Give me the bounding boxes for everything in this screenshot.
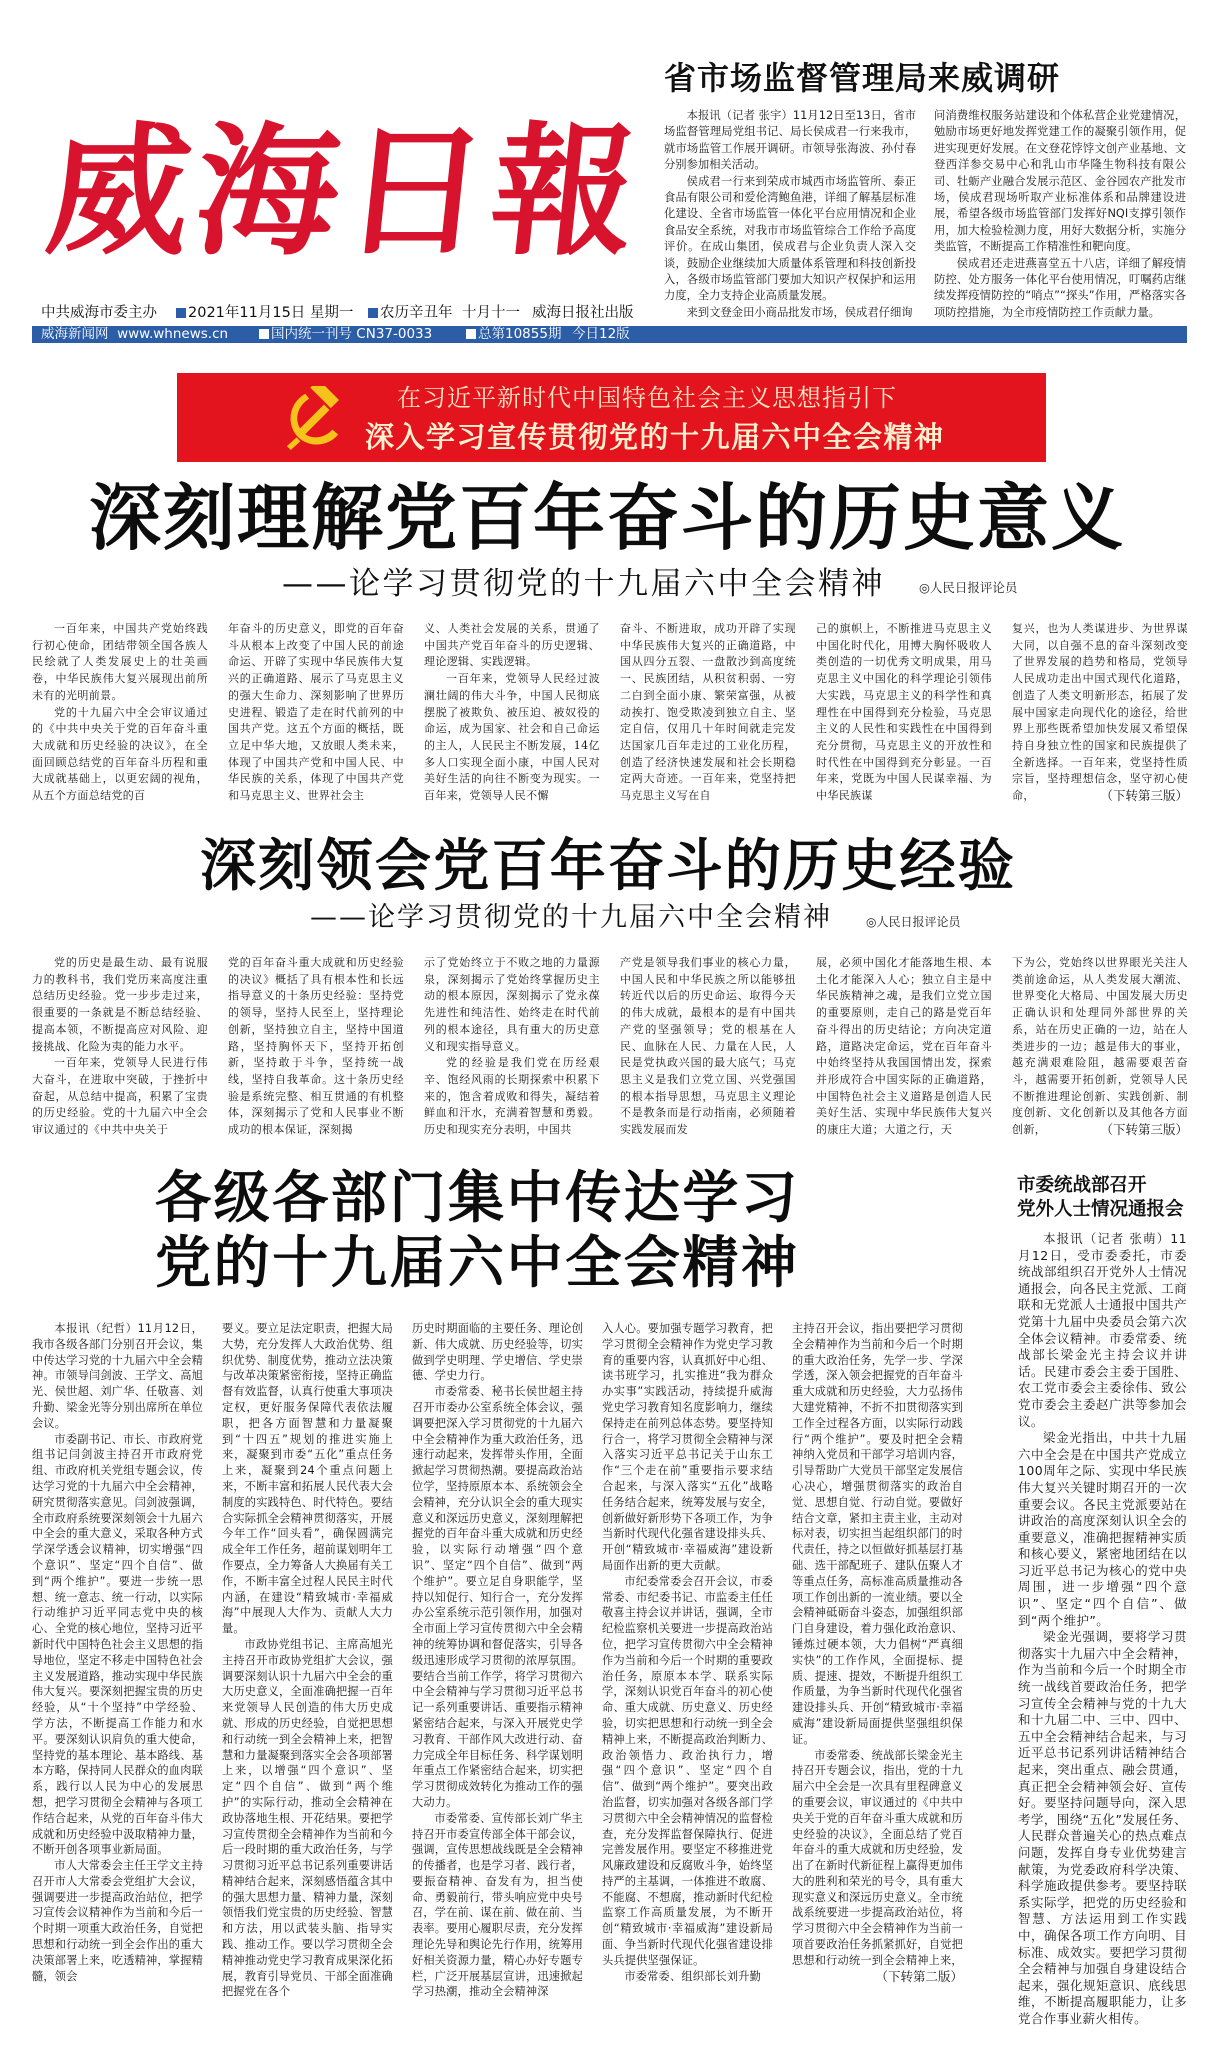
article-column [32, 1321, 203, 1984]
article-column [32, 621, 208, 805]
serial-number [259, 326, 432, 343]
paragraph: 己的旗帜上，不断推进马克思主义中国化时代化，用博大胸怀吸收人类创造的一切优秀文明成果，用马克思主义中国化的科学理论引领伟大实践，马克思主义的科学性和真理性在中国得到充分检验，马克思主义的人民性和实践性在中国得到充分贯彻，马克思主义的开放性和时代性在中国得到充分彰显。一百年来，党既为中国人民谋幸福、为中华民族谋 [816, 622, 992, 803]
paragraph: 主持召开会议，指出要把学习贯彻全会精神作为当前和今后一个时期的重大政治任务，先学一步、学深学透，深入领会把握党的百年奋斗重大成就和历史经验，大力弘扬伟大建党精神，不折不扣贯彻落实到工作全过程各方面，以实际行动践行“两个维护”。要及时把全会精神纳入党员和干部学习培训内容，引导帮助广大党员干部坚定发展信心决心，增强贯彻落实的政治自觉、思想自觉、行动自觉。要做好结合文章，紧扣主责主业，主动对标对表，切实担当起组织部门的时代责任，持之以恒做好抓基层打基础、选干部配班子、建队伍聚人才等重点任务，高标准高质量推动各项工作创出新的一流业绩。要以全会精神砥砺奋斗姿态，加强组织部门自身建设，着力强化政治意识、锤炼过硬本领，大力倡树“严真细实快”的工作作风，全面提标、提质、提速、提效，不断提升组织工作质量，为争当新时代现代化强省建设排头兵、开创“精致城市·幸福威海”建设新局面提供坚强组织保证。 [792, 1322, 963, 1746]
paragraph: 梁金光指出，中共十九届六中全会是在中国共产党成立100周年之际、实现中华民族伟大复兴关键时期召开的一次重要会议。各民主党派要站在讲政治的高度深刻认识全会的重要意义，准确把握精神实质和核心要义，紧密地团结在以习近平总书记为核心的党中央周围，进一步增强“四个意识”、坚定“四个自信”、做到“两个维护”。 [1018, 1430, 1187, 1628]
article-column [602, 1321, 773, 1984]
paragraph: 本报讯（记者 张萌）11月12日，受市委委托，市委统战部组织召开党外人士情况通报会，向各民主党派、工商联和无党派人士通报中国共产党第十九届中央委员会第六次全体会议精神。市委常委、统战部长梁金光主持会议并讲话。民建市委会主委于国胜、农工党市委会主委徐伟、致公党市委会主委赵广洪等参加会议。 [1018, 1231, 1187, 1429]
publication-date [176, 304, 353, 322]
paragraph: 市纪委常委会召开会议，市委常委、市纪委书记、市监委主任任敬喜主持会议并讲话，强调，全市纪检监察机关要进一步提高政治站位，把学习宣传贯彻六中全会精神作为当前和今后一个时期的重要政治任务，原原本本学、联系实际学，深刻认识党百年奋斗的初心使命、重大成就、历史意义、历史经验，切实把思想和行动统一到全会精神上来，不断提高政治判断力、政治领悟力、政治执行力，增强“四个意识”、坚定“四个自信”、做到“两个维护”。要突出政治监督，切实加强对各级各部门学习贯彻六中全会精神情况的监督检查，充分发挥监督保障执行、促进完善发展作用。要坚定不移推进党风廉政建设和反腐败斗争，始终坚持严的主基调，一体推进不敢腐、不能腐、不想腐，推动新时代纪检监察工作高质量发展，为不断开创“精致城市·幸福威海”建设新局面、争当新时代现代化强省建设排头兵提供坚强保证。 [602, 1574, 773, 1967]
page-count: 今日12版 [572, 326, 630, 342]
paragraph [1012, 621, 1188, 805]
article-column [1012, 621, 1188, 805]
website-name: 威海新闻网 [41, 326, 109, 342]
headline-line: 各级各部门集中传达学习 [155, 1165, 800, 1231]
article-column [934, 108, 1186, 321]
serial-number-text: 国内统一刊号 CN37-0033 [271, 326, 433, 342]
paragraph: 市人大常委会主任王学文主持召开市人大常委会党组扩大会议，强调要进一步提高政治站位，把学习宣传会议精神作为当前和今后一个时期一项重大政治任务，自觉把思想和行动统一到全会作出的重大决策部署上来，吃透精神，掌握精髓，领会 [32, 1859, 203, 1983]
bullet-square-icon [368, 308, 378, 318]
lunar-year [368, 304, 453, 322]
lunar-date: 十月十一 [462, 305, 520, 321]
paragraph: 产党是领导我们事业的核心力量，中国人民和中华民族之所以能够扭转近代以后的历史命运、取得今天的伟大成就，最根本的是有中国共产党的坚强领导；党的根基在人民、血脉在人民、力量在人民，人民是党执政兴国的最大底气；马克思主义是我们立党立国、兴党强国的根本指导思想，马克思主义理论不是教条而是行动指南，必须随着实践发展而发 [620, 956, 796, 1137]
article-column [620, 955, 796, 1139]
second-headline: 深刻领会党百年奋斗的历史经验 [200, 833, 1017, 899]
top-story-headline: 省市场监督管理局来威调研 [664, 59, 1061, 97]
paragraph [792, 1748, 963, 1984]
theme-banner [177, 373, 1046, 462]
continued-notice: （下转第三版） [1100, 1122, 1188, 1138]
paragraph: 党的历史是最生动、最有说服力的教科书，我们党历来高度注重总结历史经验。党一步步走过来，很重要的一条就是不断总结经验、提高本领，不断提高应对风险、迎接挑战、化险为夷的能力水平。 [32, 956, 208, 1053]
paragraph: 市委常委、秘书长侯世超主持召开市委办公室系统全体会议，强调要把深入学习贯彻党的十九届六中全会精神作为重大政治任务，迅速行动起来，发挥带头作用，全面掀起学习贯彻热潮。要提高政治站位学，坚持原原本本、系统领会全会精神，充分认识全会的重大现实意义和深远历史意义，深刻理解把握党的百年奋斗重大成就和历史经验，以实际行动增强“四个意识”、坚定“四个自信”、做到“两个维护”。要立足自身职能学，坚持以知促行、知行合一，充分发挥办公室系统示范引领作用，加强对全市面上学习宣传贯彻六中全会精神的统筹协调和督促落实，引导各级迅速形成学习贯彻的浓厚氛围。要结合当前工作学，将学习贯彻六中全会精神与学习贯彻习近平总书记一系列重要讲话、重要指示精神紧密结合起来，与深入开展党史学习教育、干部作风大改进行动、奋力完成全年目标任务、科学谋划明年重点工作紧密结合起来，切实把学习贯彻成效转化为推动工作的强大动力。 [412, 1385, 583, 1809]
paragraph: 市委常委、组织部长刘升勤 [624, 1969, 762, 1983]
sponsor: 中共威海市委主办 [41, 305, 157, 321]
banner-line-1: 在习近平新时代中国特色社会主义思想指引下 [397, 384, 897, 412]
lead-subtitle: ——论学习贯彻党的十九届六中全会精神 [282, 566, 885, 602]
paragraph: 义、人类社会发展的关系，贯通了中国共产党百年奋斗的历史逻辑、理论逻辑、实践逻辑。 [424, 622, 600, 669]
paragraph: 展，必须中国化才能落地生根、本土化才能深入人心；独立自主是中华民族精神之魂，是我们立党立国的重要原则，走自己的路是党百年奋斗得出的历史结论；方向决定道路，道路决定命运，党在百年奋斗中始终坚持从我国国情出发，探索并形成符合中国实际的正确道路，中国特色社会主义道路是创造人民美好生活、实现中华民族伟大复兴的康庄大道；大道之行，天 [816, 956, 992, 1137]
side-story-body [1018, 1231, 1187, 2028]
article-column [664, 108, 916, 321]
continued-notice: （下转第三版） [1100, 788, 1188, 804]
paragraph: 市政协党组书记、主席高旭光主持召开市政协党组扩大会议，强调要深刻认识十九届六中全会的重大历史意义，全面准确把握一百年来党领导人民创造的伟大历史成就、形成的历史经验，自觉把思想和行动统一到全会精神上来，把智慧和力量凝聚到落实全会各项部署上来，以增强“四个意识”、坚定“四个自信”、做到“两个维护”的实际行动，推动全会精神在政协落地生根、开花结果。要把学习宣传贯彻全会精神作为当前和今后一段时期的重大政治任务，与学习贯彻习近平总书记系列重要讲话精神结合起来，深刻感悟蕴含其中的强大思想力量、精神力量，深刻领悟我们党宝贵的历史经验、智慧和方法，用以武装头脑、指导实践、推动工作。要以学习贯彻全会精神推动党史学习教育成果深化拓展，教育引导党员、干部全面准确把握党在各个 [222, 1637, 393, 1999]
paragraph-text: 市委常委、统战部长梁金光主持召开专题会议，指出，党的十九届六中全会是一次具有里程碑意义的重要会议，审议通过的《中共中央关于党的百年奋斗重大成就和历史经验的决议》，全面总结了党百年奋斗的重大成就和历史经验，发出了在新时代新征程上赢得更加伟大的胜利和荣光的号令，具有重大现实意义和深远历史意义。全市统战系统要进一步提高政治站位，将学习贯彻六中全会精神作为当前一项首要政治任务抓紧抓好，自觉把思想和行动统一到全会精神上来， [792, 1748, 963, 1967]
paragraph: 一百年来，中国共产党始终践行初心使命，团结带领全国各族人民绘就了人类发展史上的壮美画卷，中华民族伟大复兴展现出前所未有的光明前景。 [32, 622, 208, 702]
paragraph: 来到文登金田小商品批发市场，侯成君仔细询 [686, 305, 913, 319]
paragraph: 要义。要立足法定职责，把握大局大势，充分发挥人大政治优势、组织优势、制度优势，推动立法决策与改革决策紧密衔接，坚持正确监督有效监督，认真行使重大事项决定权，更好服务保障代表依法履职，把各方面智慧和力量凝聚到“十四五”规划的推进实施上来，凝聚到市委“五化”重点任务上来，凝聚到24个重点问题上来，不断丰富和拓展人民代表大会制度的实践特色、时代特色。要结合实际抓全会精神贯彻落实，开展今年工作“回头看”，确保圆满完成全年工作任务，超前谋划明年工作要点，全力筹备人大换届有关工作，不断丰富全过程人民民主时代内涵，在建设“精致城市·幸福威海”中展现人大作为、贡献人大力量。 [222, 1322, 393, 1636]
hammer-sickle-icon [282, 386, 344, 450]
paragraph-text: 下为公，党始终以世界眼光关注人类前途命运，从人类发展大潮流、世界变化大格局、中国发展大历史正确认识和处理同外部世界的关系，站在历史正确的一边，站在人类进步的一边；越是伟大的事业，越充满艰难险阻，越需要艰苦奋斗，越需要开拓创新，党领导人民不断推进理论创新、实践创新、制度创新、文化创新以及其他各方面创新， [1012, 956, 1188, 1137]
weekday-text: 星期一 [309, 305, 354, 321]
paragraph-text: 复兴，也为人类谋进步、为世界谋大同，以自强不息的奋斗深刻改变了世界发展的趋势和格局，党领导人民成功走出中国式现代化道路，创造了人类文明新形态，拓展了发展中国家走向现代化的途径，给世界上那些既希望加快发展又希望保持自身独立性的国家和民族提供了全新选择。一百年来，党坚持性质宗旨，坚持理想信念，坚守初心使命， [1012, 622, 1188, 803]
paragraph: 历史时期面临的主要任务、理论创新、伟大成就、历史经验等，切实做到学史明理、学史增信、学史崇德、学史力行。 [412, 1322, 583, 1383]
paragraph: 市委副书记、市长、市政府党组书记闫剑波主持召开市政府党组、市政府机关党组专题会议，传达学习党的十九届六中全会精神，研究贯彻落实意见。闫剑波强调，全市政府系统要深刻领会十九届六中全会的重大意义，采取各种方式学深学透会议精神，切实增强“四个意识”、坚定“四个自信”、做到“两个维护”。要进一步统一思想、统一意志、统一行动，以实际行动维护习近平同志党中央的核心、全党的核心地位，坚持习近平新时代中国特色社会主义思想的指导地位，坚定不移走中国特色社会主义发展道路，推动实现中华民族伟大复兴。要深刻把握宝贵的历史经验，从“十个坚持”中学经验、学方法，不断提高工作能力和水平。要深刻认识肩负的重大使命，坚持党的基本理论、基本路线、基本方略，保持同人民群众的血肉联系，践行以人民为中心的发展思想，把学习贯彻全会精神与各项工作结合起来，从党的百年奋斗伟大成就和历史经验中汲取精神力量，不断开创各项事业新局面。 [32, 1432, 203, 1857]
newspaper-logo: 威海日報 [39, 109, 650, 275]
paragraph: 本报讯（纪哲）11月12日，我市各级各部门分别召开会议，集中传达学习党的十九届六中全会精神。市领导闫剑波、王学文、高旭光、侯世超、刘广华、任敬喜、刘升勤、梁金光等分别出席所在单位会议。 [32, 1322, 203, 1430]
paragraph: 侯成君还走进燕喜堂五十八店，详细了解疫情防控、处方服务一体化平台使用情况，叮嘱药店继续发挥疫情防控的“哨点”“探头”作用，严格落实各项防控措施，为全市疫情防控工作贡献力量。 [934, 256, 1186, 319]
paragraph: 奋斗、不断进取，成功开辟了实现中华民族伟大复兴的正确道路，中国从四分五裂、一盘散沙到高度统一、民族团结，从积贫积弱、一穷二白到全面小康、繁荣富强，从被动挨打、饱受欺凌到独立自主、坚定自信，仅用几十年时间就走完发达国家几百年走过的工业化历程，创造了经济快速发展和社会长期稳定两大奇迹。一百年来，党坚持把马克思主义写在自 [620, 622, 796, 803]
article-column [228, 955, 404, 1139]
paragraph: 本报讯（记者 张宇）11月12日至13日，省市场监督管理局党组书记、局长侯成君一行来我市，就市场监管工作展开调研。市领导张海波、孙付春分别参加相关活动。 [664, 109, 916, 172]
article-column [424, 621, 600, 805]
bullet-square-icon [466, 329, 476, 339]
headline-line: 党外人士情况通报会 [1017, 1199, 1184, 1220]
paragraph: 一百年来，党领导人民进行伟大奋斗，在进取中突破，于挫折中奋起，从总结中提高，积累了宝贵的历史经验。党的十九届六中全会审议通过的《中共中央关于 [32, 1056, 208, 1137]
side-story-headline [1017, 1174, 1189, 1222]
lunar-year-text: 农历辛丑年 [380, 305, 453, 321]
article-column [222, 1321, 393, 2000]
paragraph: 梁金光强调，要将学习贯彻落实十九届六中全会精神，作为当前和今后一个时期全市统一战线首要政治任务，把学习宣传全会精神与党的十九大和十九届二中、三中、四中、五中全会精神结合起来，与习近平总书记系列讲话精神结合起来，突出重点、融会贯通，真正把全会精神领会好、宣传好。要坚持问题导向，深入思考学，围绕“五化”发展任务、人民群众普遍关心的热点难点问题，发挥自身专业优势建言献策，为党委政府科学决策、科学施政提供参考。要坚持联系实际学，把党的历史经验和智慧、方法运用到工作实践中，确保各项工作方向明、目标准、成效实。要把学习贯彻全会精神与加强自身建设结合起来，强化规矩意识、底线思维，不断提高履职能力，让多党合作事业薪火相传。 [1018, 1629, 1187, 2026]
paragraph: 党的百年奋斗重大成就和历史经验的决议》概括了具有根本性和长远指导意义的十条历史经验：坚持党的领导，坚持人民至上，坚持理论创新，坚持独立自主，坚持中国道路，坚持胸怀天下，坚持开拓创新，坚持敢于斗争，坚持统一战线，坚持自我革命。这十条历史经验是系统完整、相互贯通的有机整体，深刻揭示了党和人民事业不断成功的根本保证，深刻揭 [228, 956, 404, 1137]
second-byline: ◎人民日报评论员 [866, 915, 961, 929]
lead-headline: 深刻理解党百年奋斗的历史意义 [89, 475, 1126, 560]
paragraph [1012, 955, 1188, 1139]
news-headline [155, 1166, 800, 1296]
article-column [32, 955, 208, 1139]
paragraph: 一百年来，党领导人民经过波澜壮阔的伟大斗争，中国人民彻底摆脱了被欺负、被压迫、被奴役的命运，成为国家、社会和自己命运的主人，人民民主不断发展，14亿多人口实现全面小康，中国人民对美好生活的向往不断变为现实。一百年来，党领导人民不懈 [424, 672, 600, 803]
article-column [620, 621, 796, 805]
headline-line: 市委统战部召开 [1017, 1175, 1147, 1196]
bullet-square-icon [259, 329, 269, 339]
paragraph: 党的十九届六中全会审议通过的《中共中央关于党的百年奋斗重大成就和历史经验的决议》，在全面回顾总结党的百年奋斗历程和重大成就基础上，以更宏阔的视角，从五个方面总结党的百 [32, 705, 208, 803]
paragraph: 入人心。要加强专题学习教育，把学习贯彻全会精神作为党史学习教育的重要内容，认真抓好中心组、读书班学习，扎实推进“我为群众办实事”实践活动，持续提升威海党史学习教育知名度影响力，继续保持走在前列总体态势。要坚持知行合一，将学习贯彻全会精神与深入落实习近平总书记关于山东工作“三个走在前”重要指示要求结合起来，与深入落实“五化”战略任务结合起来，统筹发展与安全，创新做好新形势下各项工作，为争当新时代现代化强省建设排头兵、开创“精致城市·幸福威海”建设新局面作出新的更大贡献。 [602, 1322, 773, 1572]
headline-line: 党的十九届六中全会精神 [155, 1230, 800, 1296]
article-column [1012, 955, 1188, 1139]
article-column [816, 621, 992, 805]
banner-line-2: 深入学习宣传贯彻党的十九届六中全会精神 [365, 420, 945, 454]
article-column [228, 621, 404, 805]
paragraph: 年奋斗的历史意义，即党的百年奋斗从根本上改变了中国人民的前途命运、开辟了实现中华民族伟大复兴的正确道路、展示了马克思主义的强大生命力、深刻影响了世界历史进程、锻造了走在时代前列的中国共产党。这五个方面的概括，既立足中华大地，又放眼人类未来，体现了中国共产党和中国人民、中华民族的关系，体现了中国共产党和马克思主义、世界社会主 [228, 622, 404, 803]
paragraph: 党的经验是我们党在历经艰辛、饱经风雨的长期探索中积累下来的，饱含着成败和得失，凝结着鲜血和汗水，充满着智慧和勇毅。历史和现实充分表明，中国共 [424, 1056, 600, 1137]
website [41, 326, 228, 343]
masthead-info-bar [32, 326, 1187, 343]
continued-notice: （下转第二版） [875, 1968, 963, 1984]
publisher: 威海日报社出版 [532, 305, 634, 321]
article-column [792, 1321, 963, 1985]
masthead-info-line [0, 304, 660, 322]
paragraph: 侯成君一行来到荣成市城西市场监管所、泰正食品有限公司和爱伦湾鲍鱼港，详细了解基层标准化建设、全省市场监管一体化平台应用情况和企业食品安全系统，对我市市场监管综合工作给予高度评价。在成山集团，侯成君与企业负责人深入交谈，鼓励企业继续加大质量体系管理和科技创新投入，各级市场监管部门要加大知识产权保护和运用力度，全力支持企业高质量发展。 [664, 174, 916, 303]
article-column [424, 955, 600, 1139]
lead-byline: ◎人民日报评论员 [919, 580, 1018, 595]
issue-number-text: 总第10855期 [478, 326, 562, 342]
paragraph: 市委常委、宣传部长刘广华主持召开市委宣传部全体干部会议，强调，宣传思想战线既是全会精神的传播者，也是学习者、践行者，要振奋精神、奋发有为，担当使命、勇毅前行，带头响应党中央号召，学在前、谋在前、做在前、当表率。要用心履职尽责，充分发挥理论先导和舆论先行作用，统筹用好相关资源力量，精心办好专题专栏，广泛开展基层宣讲，迅速掀起学习热潮，推动全会精神深 [412, 1811, 583, 1999]
date-text: 2021年11月15日 [188, 305, 306, 321]
issue-number [466, 326, 561, 343]
website-url: www.whnews.cn [117, 326, 229, 342]
article-column [412, 1321, 583, 2000]
article-column [816, 955, 992, 1139]
second-subtitle: ——论学习贯彻党的十九届六中全会精神 [310, 902, 832, 933]
paragraph: 问消费维权服务站建设和个体私营企业党建情况，勉励市场更好地发挥党建工作的凝聚引领作用，促进实现更好发展。在文登花饽饽文创产业基地、文登西洋参交易中心和乳山市华隆生物科技有限公司、牡蛎产业融合发展示范区、金谷园农产批发市场，侯成君现场听取产业标准体系和品牌建设进展，希望各级市场监管部门发挥好NQI支撑引领作用，加大检验检测力度，用好大数据分析，实施分类监管，不断提高工作精准性和靶向度。 [934, 109, 1186, 254]
paragraph: 示了党始终立于不败之地的力量源泉，深刻揭示了党始终掌握历史主动的根本原因，深刻揭示了党永葆先进性和纯洁性、始终走在时代前列的根本途径，具有重大的历史意义和现实指导意义。 [424, 956, 600, 1053]
bullet-square-icon [176, 308, 186, 318]
